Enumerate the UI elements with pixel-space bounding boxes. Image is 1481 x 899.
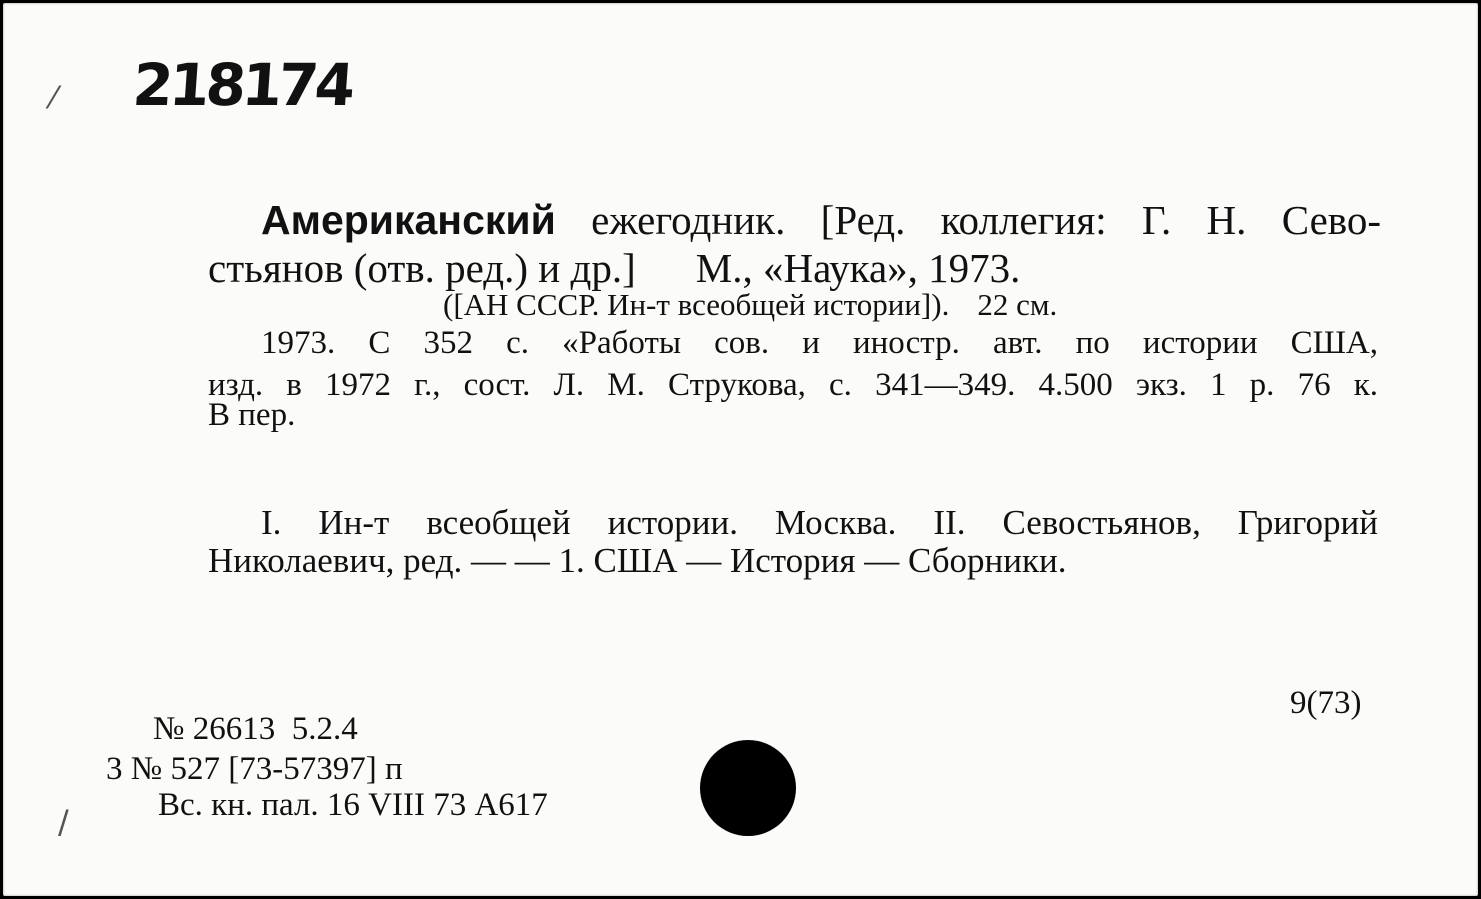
subject-institution: I. Ин-т всеобщей истории. Москва. [261, 503, 897, 542]
entry-editors: стьянов (отв. ред.) и др.] [208, 245, 636, 291]
entry-note: «Работы сов. и иностр. авт. по истории США, [562, 325, 1379, 361]
entry-title-word: Американский [261, 197, 556, 243]
ink-mark: ⁄ [51, 81, 57, 116]
catalog-card [3, 3, 1478, 896]
subjects-line-2: Николаевич, ред. — — 1. США — История — Сборники. [208, 541, 1067, 580]
handwritten-number: 218174 [130, 51, 354, 119]
punch-hole [700, 740, 796, 836]
classification-code: 9(73) [1290, 685, 1362, 721]
entry-c: С [368, 325, 391, 361]
ink-mark: / [58, 803, 69, 841]
entry-year: 1973. [261, 325, 336, 361]
entry-line-2 [208, 244, 1378, 292]
footer-line-3: Вс. кн. пал. 16 VIII 73 А617 [158, 787, 548, 823]
entry-series: ([АН СССР. Ин-т всеобщей истории]). [443, 287, 950, 322]
entry-print-run: 4.500 экз. 1 р. 76 к. [1038, 367, 1378, 403]
entry-compiler: изд. в 1972 г., сост. Л. М. Струкова, с. 341—349. [208, 367, 1016, 403]
entry-line-3 [443, 287, 1263, 323]
entry-line-4 [261, 325, 1378, 362]
entry-publisher: М., «Наука», 1973. [695, 245, 1021, 291]
entry-line-1 [261, 196, 1381, 244]
entry-size: 22 см. [977, 287, 1058, 322]
entry-line-1-rest: ежегодник. [Ред. коллегия: Г. Н. Сево- [591, 197, 1382, 243]
footer-line-1: № 26613 5.2.4 [153, 711, 358, 747]
entry-pages: 352 с. [423, 325, 529, 361]
subjects-line-1 [261, 503, 1378, 543]
entry-binding: В пер. [208, 397, 296, 433]
footer-line-2: 3 № 527 [73-57397] п [106, 751, 403, 787]
subject-editor: II. Севостьянов, Григорий [933, 503, 1379, 542]
